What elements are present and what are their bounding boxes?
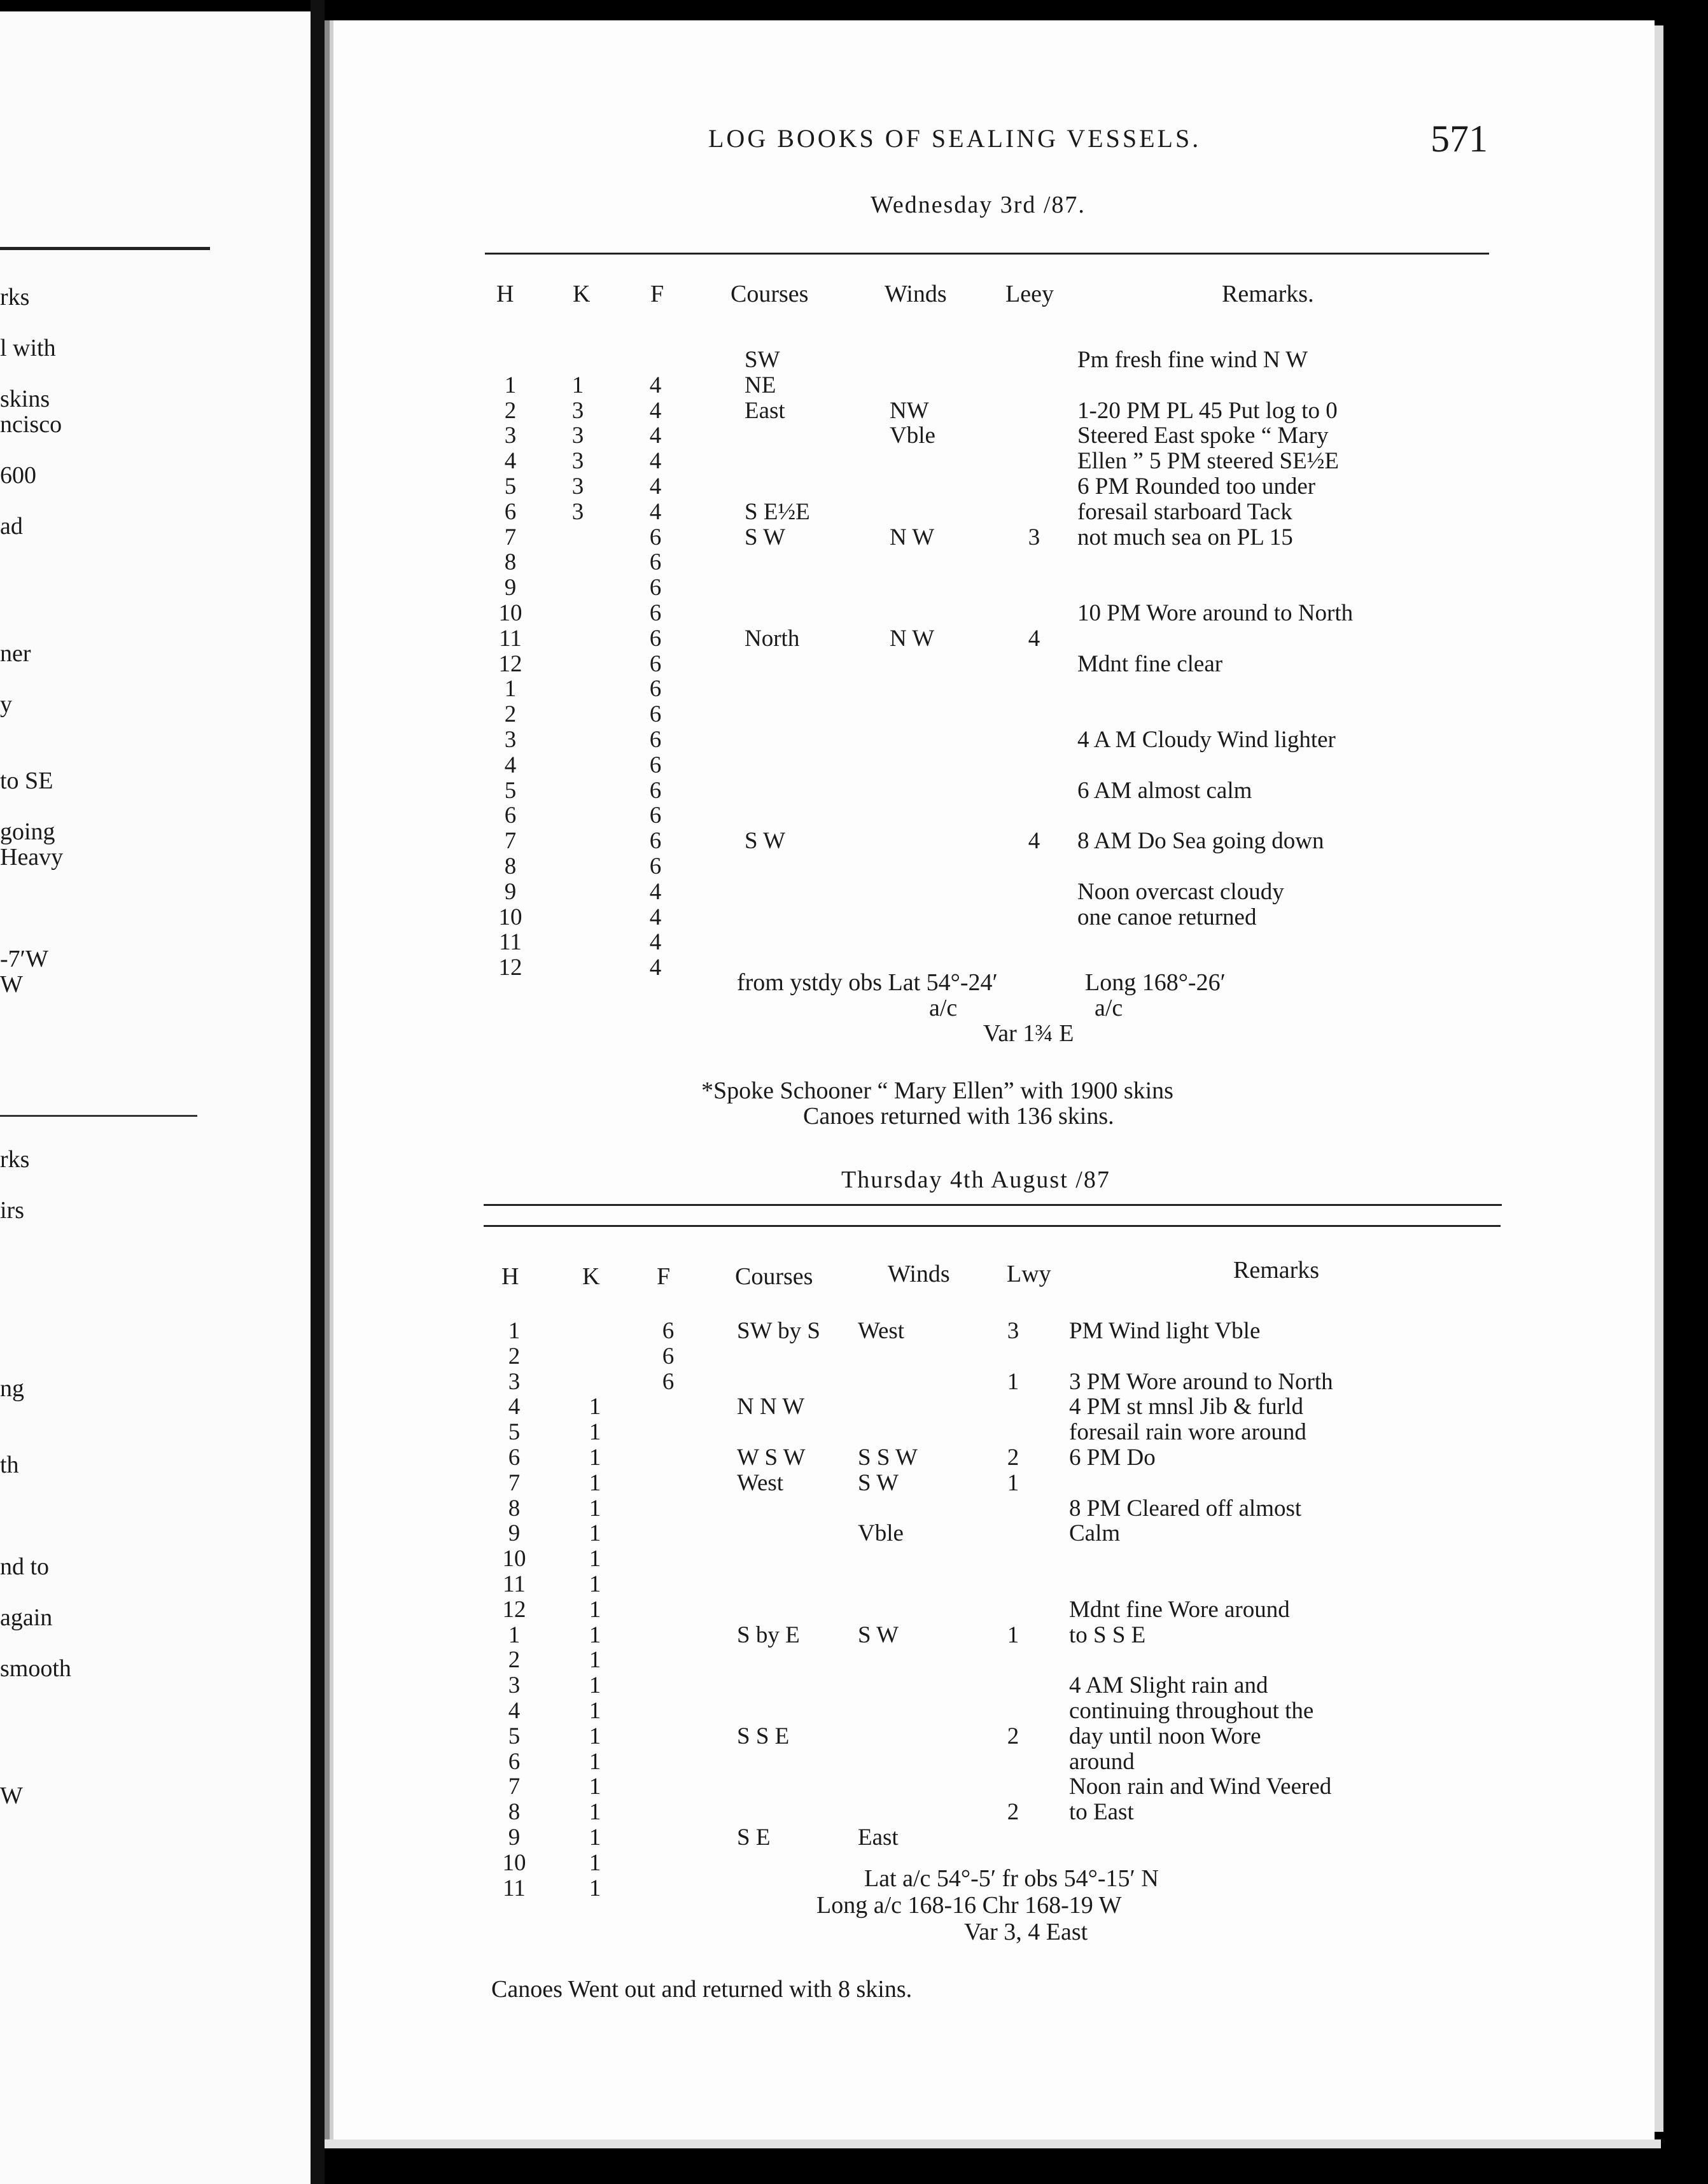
remark-cell: 6 AM almost calm — [1077, 777, 1252, 804]
course-cell: East — [745, 397, 785, 424]
fathoms-cell: 4 — [649, 955, 662, 981]
running-title: LOG BOOKS OF SEALING VESSELS. — [708, 124, 1201, 153]
knots-cell: 1 — [589, 1419, 601, 1446]
knots-cell: 1 — [589, 1824, 601, 1851]
hour-cell: 4 — [508, 1394, 521, 1420]
hour-cell: 6 — [504, 802, 517, 829]
course-cell: SW by S — [737, 1318, 820, 1344]
hour-cell: 7 — [504, 524, 517, 550]
section2-note-canoes: Canoes Went out and returned with 8 skins. — [491, 1976, 913, 2003]
left-page-text-fragment: y — [0, 691, 12, 718]
leeway-cell: 1 — [1007, 1469, 1019, 1496]
section1-position-long: Long 168°-26′ — [1085, 969, 1226, 996]
left-page-text-fragment: skins — [0, 386, 50, 412]
knots-cell: 1 — [589, 1469, 601, 1496]
fathoms-cell: 6 — [649, 549, 662, 576]
hour-cell: 9 — [504, 575, 517, 601]
section1-ac-lat: a/c — [929, 995, 958, 1021]
hour-cell: 8 — [504, 549, 517, 576]
remark-cell: Ellen ” 5 PM steered SE½E — [1077, 448, 1340, 475]
col-header-f: F — [657, 1263, 671, 1290]
hour-cell: 7 — [504, 828, 517, 855]
remark-cell: 4 A M Cloudy Wind lighter — [1077, 727, 1336, 753]
left-page-text-fragment: rks — [0, 1146, 30, 1173]
hour-cell: 6 — [508, 1748, 521, 1775]
fathoms-cell: 6 — [649, 828, 662, 855]
hour-cell: 10 — [502, 1546, 526, 1572]
remark-cell: continuing throughout the — [1069, 1698, 1314, 1724]
leeway-cell: 1 — [1007, 1368, 1019, 1395]
hour-cell: 3 — [504, 727, 517, 753]
hour-cell: 12 — [498, 955, 522, 981]
knots-cell: 1 — [589, 1723, 601, 1749]
hour-cell: 11 — [499, 625, 522, 652]
course-cell: SW — [745, 347, 780, 373]
remark-cell: 8 AM Do Sea going down — [1077, 828, 1324, 855]
col-header-h: H — [496, 281, 514, 307]
knots-cell: 1 — [589, 1596, 601, 1623]
hour-cell: 2 — [504, 701, 517, 728]
wind-cell: S S W — [858, 1445, 918, 1471]
course-cell: N N W — [737, 1394, 805, 1420]
leeway-cell: 2 — [1007, 1799, 1019, 1826]
remark-cell: 8 PM Cleared off almost — [1069, 1495, 1302, 1522]
left-page-text-fragment: ner — [0, 640, 31, 667]
remark-cell: 4 PM st mnsl Jib & furld — [1069, 1394, 1303, 1420]
fathoms-cell: 6 — [649, 575, 662, 601]
hour-cell: 12 — [498, 650, 522, 677]
hour-cell: 12 — [502, 1596, 526, 1623]
hour-cell: 1 — [508, 1318, 521, 1344]
knots-cell: 1 — [589, 1546, 601, 1572]
knots-cell: 1 — [589, 1799, 601, 1826]
wind-cell: Vble — [890, 423, 935, 449]
col-header-k: K — [573, 281, 591, 307]
fathoms-cell: 4 — [649, 878, 662, 905]
section1-top-rule — [485, 253, 1489, 255]
col-header-courses: Courses — [735, 1263, 813, 1290]
remark-cell: PM Wind light Vble — [1069, 1318, 1261, 1344]
course-cell: W S W — [737, 1445, 806, 1471]
fathoms-cell: 6 — [649, 752, 662, 778]
hour-cell: 5 — [504, 473, 517, 500]
course-cell: S E½E — [745, 498, 810, 525]
left-page-text-fragment: again — [0, 1604, 53, 1631]
wind-cell: Vble — [858, 1520, 904, 1547]
fathoms-cell: 6 — [649, 853, 662, 879]
col-header-k: K — [582, 1263, 600, 1290]
hour-cell: 11 — [499, 929, 522, 956]
knots-cell: 1 — [589, 1571, 601, 1597]
fathoms-cell: 6 — [649, 600, 662, 626]
hour-cell: 6 — [504, 498, 517, 525]
remark-cell: Mdnt fine Wore around — [1069, 1596, 1290, 1623]
hour-cell: 7 — [508, 1774, 521, 1800]
hour-cell: 1 — [508, 1621, 521, 1648]
remark-cell: day until noon Wore — [1069, 1723, 1261, 1749]
remark-cell: Pm fresh fine wind N W — [1077, 347, 1308, 373]
remark-cell: 3 PM Wore around to North — [1069, 1368, 1333, 1395]
knots-cell: 1 — [589, 1621, 601, 1648]
section1-note-canoes: Canoes returned with 136 skins. — [803, 1103, 1114, 1130]
wind-cell: N W — [890, 625, 935, 652]
fathoms-cell: 6 — [649, 524, 662, 550]
hour-cell: 7 — [508, 1469, 521, 1496]
hour-cell: 11 — [503, 1875, 526, 1901]
fathoms-cell: 6 — [662, 1343, 675, 1369]
col-header-f: F — [650, 281, 664, 307]
hour-cell: 3 — [508, 1368, 521, 1395]
knots-cell: 1 — [571, 372, 584, 398]
remark-cell: foresail starboard Tack — [1077, 498, 1292, 525]
hour-cell: 9 — [504, 878, 517, 905]
hour-cell: 2 — [508, 1343, 521, 1369]
hour-cell: 4 — [504, 448, 517, 475]
course-cell: West — [737, 1469, 784, 1496]
remark-cell: Steered East spoke “ Mary — [1077, 423, 1329, 449]
remark-cell: foresail rain wore around — [1069, 1419, 1306, 1446]
section2-top-rule-1 — [484, 1204, 1502, 1206]
section1-date: Wednesday 3rd /87. — [871, 192, 1086, 218]
leeway-cell: 4 — [1028, 828, 1040, 855]
left-page-text-fragment: to SE — [0, 767, 53, 794]
remark-cell: 10 PM Wore around to North — [1077, 600, 1354, 626]
remark-cell: Noon rain and Wind Veered — [1069, 1774, 1332, 1800]
course-cell: S W — [745, 524, 786, 550]
col-header-leeway: Leey — [1005, 281, 1054, 307]
course-cell: S E — [737, 1824, 771, 1851]
course-cell: North — [745, 625, 800, 652]
left-page-text-fragment: rks — [0, 284, 30, 311]
remark-cell: not much sea on PL 15 — [1077, 524, 1293, 550]
knots-cell: 1 — [589, 1849, 601, 1876]
fathoms-cell: 4 — [649, 372, 662, 398]
left-page-text-fragment: Heavy — [0, 844, 64, 871]
hour-cell: 9 — [508, 1824, 521, 1851]
knots-cell: 3 — [571, 397, 584, 424]
remark-cell: around — [1069, 1748, 1135, 1775]
remark-cell: 6 PM Rounded too under — [1077, 473, 1316, 500]
left-page-text-fragment: ng — [0, 1375, 24, 1402]
hour-cell: 11 — [503, 1571, 526, 1597]
hour-cell: 3 — [508, 1672, 521, 1699]
left-page-text-fragment: W — [0, 1782, 23, 1809]
course-cell: S S E — [737, 1723, 790, 1749]
hour-cell: 6 — [508, 1445, 521, 1471]
leeway-cell: 3 — [1028, 524, 1040, 550]
knots-cell: 1 — [589, 1495, 601, 1522]
leeway-cell: 3 — [1007, 1318, 1019, 1344]
section2-variation: Var 3, 4 East — [964, 1919, 1088, 1945]
knots-cell: 1 — [589, 1647, 601, 1674]
fathoms-cell: 6 — [649, 727, 662, 753]
col-header-winds: Winds — [888, 1261, 950, 1287]
hour-cell: 8 — [508, 1799, 521, 1826]
fathoms-cell: 6 — [649, 625, 662, 652]
col-header-winds: Winds — [885, 281, 947, 307]
section2-date: Thursday 4th August /87 — [841, 1166, 1110, 1193]
knots-cell: 3 — [571, 423, 584, 449]
remark-cell: 6 PM Do — [1069, 1445, 1156, 1471]
fathoms-cell: 4 — [649, 473, 662, 500]
knots-cell: 1 — [589, 1698, 601, 1724]
hour-cell: 1 — [504, 676, 517, 703]
hour-cell: 5 — [508, 1723, 521, 1749]
left-page-text-fragment: ad — [0, 513, 23, 540]
remark-cell: 1-20 PM PL 45 Put log to 0 — [1077, 397, 1338, 424]
left-page-text-fragment: W — [0, 971, 23, 998]
left-page-text-fragment: -7′W — [0, 946, 48, 972]
leeway-cell: 4 — [1028, 625, 1040, 652]
col-header-courses: Courses — [731, 281, 809, 307]
left-page-text-fragment: l with — [0, 335, 56, 361]
hour-cell: 4 — [504, 752, 517, 778]
remark-cell: Noon overcast cloudy — [1077, 878, 1284, 905]
knots-cell: 1 — [589, 1672, 601, 1699]
hour-cell: 10 — [498, 600, 522, 626]
remark-cell: Mdnt fine clear — [1077, 650, 1223, 677]
col-header-remarks: Remarks — [1233, 1257, 1320, 1284]
knots-cell: 1 — [589, 1445, 601, 1471]
hour-cell: 2 — [504, 397, 517, 424]
hour-cell: 8 — [508, 1495, 521, 1522]
left-page-text-fragment: ncisco — [0, 411, 62, 438]
section2-top-rule-2 — [484, 1225, 1501, 1227]
remark-cell: to East — [1069, 1799, 1134, 1826]
hour-cell: 9 — [508, 1520, 521, 1547]
remark-cell: 4 AM Slight rain and — [1069, 1672, 1268, 1699]
col-header-remarks: Remarks. — [1222, 281, 1314, 307]
remark-cell: to S S E — [1069, 1621, 1146, 1648]
course-cell: NE — [745, 372, 776, 398]
wind-cell: West — [858, 1318, 905, 1344]
fathoms-cell: 6 — [649, 650, 662, 677]
leeway-cell: 2 — [1007, 1445, 1019, 1471]
leeway-cell: 2 — [1007, 1723, 1019, 1749]
page-number: 571 — [1431, 118, 1488, 160]
remark-cell: one canoe returned — [1077, 904, 1257, 930]
remark-cell: Calm — [1069, 1520, 1121, 1547]
fathoms-cell: 6 — [649, 802, 662, 829]
left-page-fragment — [0, 11, 311, 2184]
section1-ac-long: a/c — [1095, 995, 1123, 1021]
left-page-text-fragment: smooth — [0, 1655, 71, 1682]
fathoms-cell: 6 — [649, 701, 662, 728]
wind-cell: East — [858, 1824, 899, 1851]
page-edge — [325, 2139, 1661, 2148]
hour-cell: 3 — [504, 423, 517, 449]
fathoms-cell: 6 — [649, 777, 662, 804]
hour-cell: 10 — [502, 1849, 526, 1876]
section2-position-long: Long a/c 168-16 Chr 168-19 W — [816, 1892, 1122, 1919]
wind-cell: N W — [890, 524, 935, 550]
wind-cell: NW — [890, 397, 929, 424]
fathoms-cell: 6 — [662, 1318, 675, 1344]
fathoms-cell: 6 — [649, 676, 662, 703]
hour-cell: 5 — [508, 1419, 521, 1446]
knots-cell: 1 — [589, 1875, 601, 1901]
fathoms-cell: 4 — [649, 448, 662, 475]
left-page-rule — [0, 1115, 197, 1117]
fathoms-cell: 4 — [649, 423, 662, 449]
knots-cell: 1 — [589, 1774, 601, 1800]
knots-cell: 1 — [589, 1520, 601, 1547]
knots-cell: 3 — [571, 448, 584, 475]
knots-cell: 1 — [589, 1748, 601, 1775]
hour-cell: 8 — [504, 853, 517, 879]
hour-cell: 5 — [504, 777, 517, 804]
left-page-text-fragment: th — [0, 1452, 19, 1478]
hour-cell: 2 — [508, 1647, 521, 1674]
left-page-text-fragment: going — [0, 818, 55, 845]
section1-position-lat: from ystdy obs Lat 54°-24′ — [737, 969, 998, 996]
page-edge — [1655, 25, 1663, 2132]
hour-cell: 10 — [498, 904, 522, 930]
section2-position-lat: Lat a/c 54°-5′ fr obs 54°-15′ N — [864, 1865, 1159, 1892]
wind-cell: S W — [858, 1621, 899, 1648]
fathoms-cell: 6 — [662, 1368, 675, 1395]
fathoms-cell: 4 — [649, 498, 662, 525]
section1-variation: Var 1¾ E — [983, 1020, 1074, 1047]
leeway-cell: 1 — [1007, 1621, 1019, 1648]
hour-cell: 1 — [504, 372, 517, 398]
left-page-rule — [0, 247, 210, 250]
course-cell: S by E — [737, 1621, 800, 1648]
knots-cell: 1 — [589, 1394, 601, 1420]
hour-cell: 4 — [508, 1698, 521, 1724]
wind-cell: S W — [858, 1469, 899, 1496]
left-page-text-fragment: irs — [0, 1197, 24, 1224]
right-page — [325, 20, 1655, 2139]
col-header-h: H — [501, 1263, 519, 1290]
knots-cell: 3 — [571, 473, 584, 500]
knots-cell: 3 — [571, 498, 584, 525]
section1-note-spoke: *Spoke Schooner “ Mary Ellen” with 1900 skins — [701, 1077, 1173, 1104]
left-page-text-fragment: nd to — [0, 1553, 50, 1580]
book-gutter — [311, 0, 325, 2184]
fathoms-cell: 4 — [649, 397, 662, 424]
fathoms-cell: 4 — [649, 904, 662, 930]
fathoms-cell: 4 — [649, 929, 662, 956]
left-page-text-fragment: 600 — [0, 462, 36, 489]
course-cell: S W — [745, 828, 786, 855]
col-header-leeway: Lwy — [1007, 1261, 1051, 1287]
